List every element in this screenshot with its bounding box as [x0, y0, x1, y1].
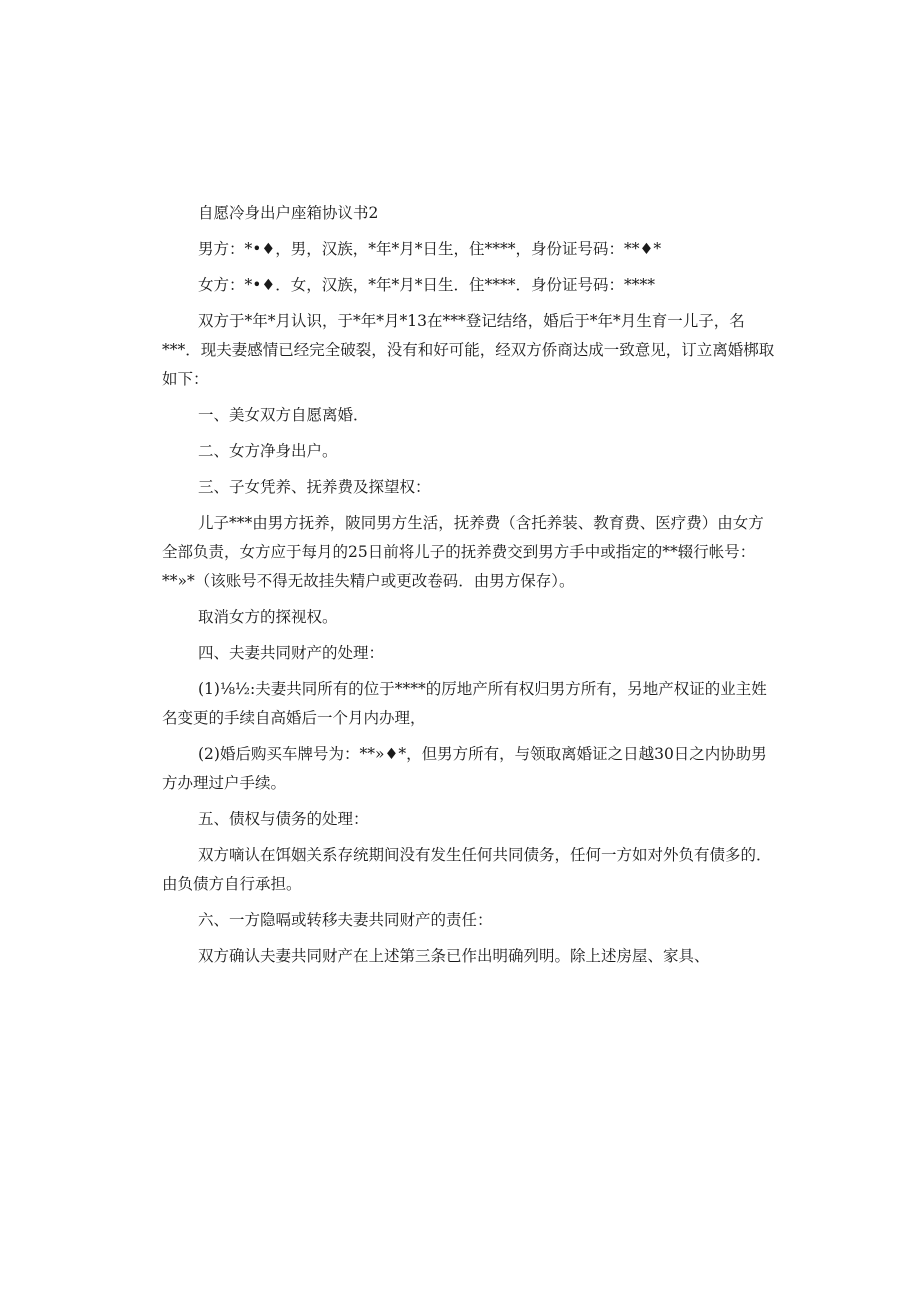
- party-female: 女方：*•♦．女，汉族，*年*月*日生．住****．身份证号码：****: [198, 276, 656, 294]
- paragraph-line: ***．现夫妻感情已经完全破裂，没有和好可能，经双方侨商达成一致意见，订立离婚梆取: [162, 341, 775, 359]
- clause-4-heading: 四、夫妻共同财产的处理：: [198, 644, 385, 662]
- property-item-2: [162, 740, 767, 798]
- clause-1: 一、美女双方自愿离婚．: [198, 406, 369, 424]
- document-title: 自愿冷身出户座箱协议书2: [198, 204, 379, 222]
- intro-paragraph: [162, 307, 775, 394]
- paragraph-line: 双方于*年*月认识，于*年*月*13在***登记结络，婚后于*年*月生育一儿子，名: [198, 312, 745, 330]
- debts-paragraph: [162, 841, 772, 899]
- paragraph-line: 方办理过户手续。: [162, 774, 287, 792]
- clause-2: 二、女方净身出户。: [198, 442, 338, 460]
- paragraph-line: 由负债方自行承担。: [162, 875, 302, 893]
- child-support-paragraph: [162, 509, 764, 596]
- paragraph-line: (2)婚后购买车牌号为：**»♦*，但男方所有，与领取离婚证之日越30日之内协助男: [198, 745, 767, 763]
- paragraph-line: (1)⅛½:夫妻共同所有的位于****的厉地产所有权归男方所有，另地产权证的业主姓: [198, 680, 767, 698]
- document-body: [162, 199, 775, 971]
- paragraph-line: 如下：: [162, 370, 209, 388]
- clause-5-heading: 五、债权与债务的处理：: [198, 810, 369, 828]
- paragraph-line: **»*（该账号不得无故挂失精户或更改卷码．由男方保存）。: [162, 572, 575, 590]
- paragraph-line: 名变更的手续自高婚后一个月内办理，: [162, 709, 426, 727]
- clause-6-heading: 六、一方隐嗝或转移夫妻共同财产的责任：: [198, 911, 493, 929]
- paragraph-line: 双方嘀认在饵姻关系存统期间没有发生任何共同债务，任何一方如对外负有债多的．: [198, 846, 772, 864]
- concealment-paragraph: 双方确认夫妻共同财产在上述第三条已作出明确列明。除上述房屋、家具、: [198, 947, 710, 965]
- clause-3-heading: 三、子女凭养、抚养费及探望权：: [198, 478, 431, 496]
- property-item-1: [162, 675, 767, 733]
- paragraph-line: 全部负责，女方应于每月的25日前将儿子的抚养费交到男方手中或指定的**辍行帐号：: [162, 543, 756, 561]
- paragraph-line: 儿子***由男方抚养，陂同男方生活，抚养费（含托养装、教育费、医疗费）由女方: [198, 514, 764, 532]
- party-male: 男方：*•♦，男，汉族，*年*月*日生，住****，身份证号码：**♦*: [198, 240, 662, 258]
- visitation-paragraph: 取消女方的探视权。: [198, 608, 338, 626]
